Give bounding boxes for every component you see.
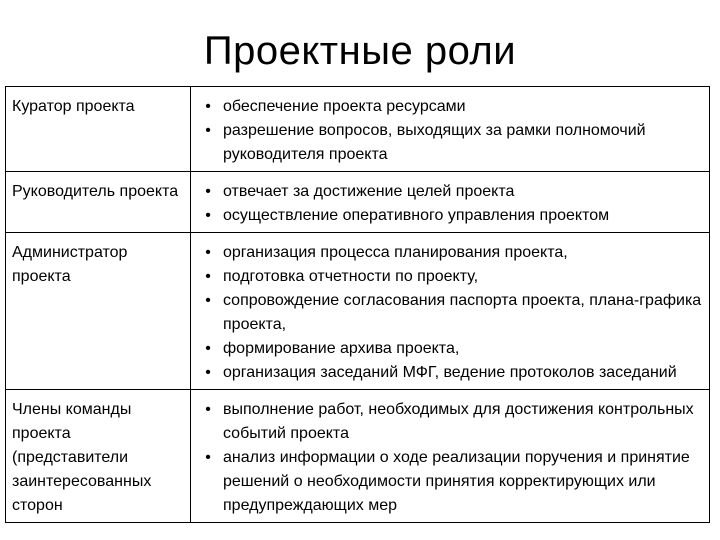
duty-text: организация процесса планирования проекта,: [223, 244, 568, 261]
bullet-icon: •: [205, 364, 211, 381]
duty-item: [197, 361, 703, 385]
role-duties: [191, 390, 710, 523]
slide-title: Проектные роли: [203, 29, 517, 73]
duty-item: [197, 119, 703, 167]
duty-text: осуществление оперативного управления проектом: [223, 207, 610, 224]
duty-text: анализ информации о ходе реализации поручения и принятие решений о необходимости принятия корректирующих или предупреждающих мер: [223, 449, 690, 514]
role-name: Члены команды проекта (представители заинтересованных сторон: [6, 390, 191, 523]
role-duties: [191, 172, 710, 233]
duty-item: [197, 265, 703, 289]
duty-item: [197, 289, 703, 337]
duty-item: [197, 241, 703, 265]
duty-text: формирование архива проекта,: [223, 340, 460, 357]
bullet-icon: •: [205, 268, 211, 285]
role-duties: [191, 233, 710, 390]
bullet-icon: •: [205, 207, 211, 224]
bullet-icon: •: [205, 340, 211, 357]
duty-text: разрешение вопросов, выходящих за рамки полномочий руководителя проекта: [223, 122, 646, 163]
table-row: [6, 172, 710, 233]
role-name: Руководитель проекта: [6, 172, 191, 233]
duty-item: [197, 180, 703, 204]
duty-text: сопровождение согласования паспорта проекта, плана-графика проекта,: [223, 292, 702, 333]
bullet-icon: •: [205, 401, 211, 418]
duty-text: организация заседаний МФГ, ведение протоколов заседаний: [223, 364, 677, 381]
role-duties: [191, 87, 710, 172]
duty-text: обеспечение проекта ресурсами: [223, 98, 466, 115]
duty-text: подготовка отчетности по проекту,: [223, 268, 479, 285]
bullet-icon: •: [205, 292, 211, 309]
project-roles-table: [5, 86, 710, 523]
table-row: [6, 233, 710, 390]
table-row: [6, 390, 710, 523]
role-name: Куратор проекта: [6, 87, 191, 172]
duty-item: [197, 446, 703, 518]
table-row: [6, 87, 710, 172]
bullet-icon: •: [205, 98, 211, 115]
bullet-icon: •: [205, 183, 211, 200]
bullet-icon: •: [205, 449, 211, 466]
duty-text: отвечает за достижение целей проекта: [223, 183, 515, 200]
role-name: Администратор проекта: [6, 233, 191, 390]
bullet-icon: •: [205, 122, 211, 139]
duty-item: [197, 204, 703, 228]
duty-item: [197, 398, 703, 446]
duty-item: [197, 95, 703, 119]
bullet-icon: •: [205, 244, 211, 261]
duty-text: выполнение работ, необходимых для достижения контрольных событий проекта: [223, 401, 694, 442]
duty-item: [197, 337, 703, 361]
